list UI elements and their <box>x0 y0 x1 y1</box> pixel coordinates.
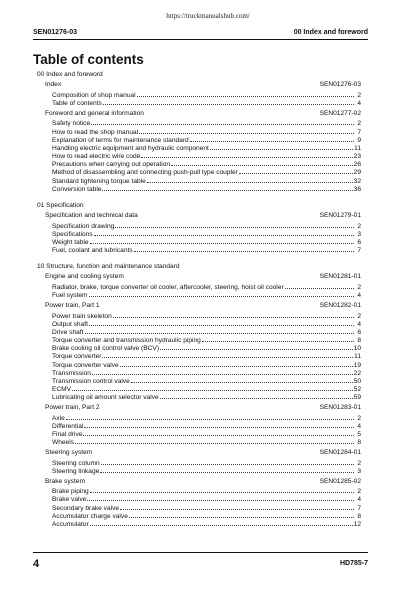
toc-section-code: SEN01283-01 <box>319 404 361 412</box>
footer-page-number: 4 <box>33 558 40 570</box>
toc-entry-name: Secondary brake valve <box>52 504 120 512</box>
toc-entry[interactable] <box>52 361 361 369</box>
toc-part <box>37 263 361 528</box>
dot-leader <box>85 328 354 334</box>
toc-section-heading[interactable] <box>37 212 361 221</box>
toc-entry[interactable] <box>52 283 361 291</box>
toc-entry-page: 2 <box>357 283 361 291</box>
toc-entry-page: 2 <box>357 222 361 230</box>
toc-entry-page: 36 <box>353 185 361 193</box>
dot-leader <box>160 393 353 399</box>
footer-model: HD785-7 <box>339 560 368 567</box>
dot-leader <box>137 91 354 97</box>
dot-leader <box>87 495 354 501</box>
toc-entry-page: 7 <box>357 128 361 136</box>
toc-item-list <box>37 414 361 447</box>
dot-leader <box>134 246 354 252</box>
toc-entry[interactable] <box>52 352 361 360</box>
toc-entry[interactable] <box>52 344 361 352</box>
toc-entry-name: Standard tightening torque table <box>52 177 146 185</box>
toc-entry-page: 4 <box>357 292 361 300</box>
toc-entry-name: Method of disassembling and connecting push-pull type coupler <box>52 169 238 177</box>
dot-leader <box>89 291 354 297</box>
toc-entry[interactable] <box>52 119 361 127</box>
table-of-contents <box>37 71 361 528</box>
dot-leader <box>92 369 353 375</box>
dot-leader <box>210 144 353 150</box>
toc-item-list <box>37 312 361 402</box>
dot-leader <box>91 119 354 125</box>
toc-part-title: 00 Index and foreword <box>37 71 103 78</box>
toc-entry-name: Power train skeleton <box>52 312 112 320</box>
toc-entry-page: 50 <box>353 378 361 385</box>
toc-entry[interactable] <box>52 238 361 246</box>
toc-entry-name: Brake cooling oil control valve (BCV) <box>52 345 160 353</box>
toc-entry-name: How to read the shop manual <box>52 128 139 136</box>
toc-entry-page: 8 <box>357 439 361 447</box>
toc-entry-page: 4 <box>357 422 361 430</box>
toc-entry-page: 6 <box>357 238 361 246</box>
toc-entry[interactable] <box>52 467 361 475</box>
toc-entry[interactable] <box>52 246 361 254</box>
toc-item-list <box>37 91 361 107</box>
toc-section-title: Power train, Part 2 <box>45 404 100 412</box>
toc-entry[interactable] <box>52 312 361 320</box>
toc-part-title: 10 Structure, function and maintenance standard <box>37 263 180 271</box>
toc-entry-page: 19 <box>353 361 361 369</box>
toc-entry-page: 22 <box>353 369 361 377</box>
toc-entry-name: Composition of shop manual <box>52 91 136 99</box>
toc-entry-page: 8 <box>357 512 361 520</box>
toc-entry-page: 4 <box>357 99 361 107</box>
toc-entry-page: 2 <box>357 459 361 467</box>
toc-entry-name: Torque converter <box>52 353 102 361</box>
toc-part <box>37 202 361 255</box>
toc-entry[interactable] <box>52 222 361 230</box>
toc-entry-name: Axle <box>52 414 65 422</box>
toc-entry-page: 2 <box>357 312 361 320</box>
dot-leader <box>90 487 354 493</box>
toc-entry-name: Specifications <box>52 230 93 238</box>
toc-item-list <box>37 487 361 528</box>
toc-entry-name: Steering column <box>52 459 100 467</box>
toc-part <box>37 71 361 193</box>
toc-section-code: SEN01277-02 <box>319 109 361 117</box>
dot-leader <box>285 283 354 289</box>
toc-entry-name: Fuel, coolant and lubricants <box>52 247 133 255</box>
toc-entry-name: Fuel system <box>52 292 88 300</box>
toc-entry-page: 2 <box>357 488 361 496</box>
toc-entry-name: Explanation of terms for maintenance standard <box>52 136 189 144</box>
toc-entry-name: Torque converter and transmission hydraulic piping <box>52 337 201 345</box>
toc-section <box>37 302 361 402</box>
toc-section-code: SEN01279-01 <box>319 212 361 220</box>
toc-section <box>37 81 361 107</box>
toc-entry-page: 3 <box>357 230 361 238</box>
dot-leader <box>113 312 354 318</box>
toc-entry-name: Output shaft <box>52 320 88 328</box>
dot-leader <box>102 352 353 358</box>
toc-entry[interactable] <box>52 320 361 328</box>
toc-section-title: Foreword and general information <box>45 109 144 117</box>
toc-entry[interactable] <box>52 230 361 238</box>
toc-section-title: Power train, Part 1 <box>45 301 100 309</box>
toc-section-title: Steering system <box>45 449 93 457</box>
toc-section-title: Specification and technical data <box>45 212 138 220</box>
toc-section <box>37 449 361 475</box>
dot-leader <box>89 320 354 326</box>
toc-item-list <box>37 222 361 255</box>
toc-entry-name: Radiator, brake, torque converter oil cooler, aftercooler, steering, hoist oil cooler <box>52 283 284 291</box>
dot-leader <box>84 422 354 428</box>
toc-entry-name: Steering linkage <box>52 467 100 475</box>
dot-leader <box>160 344 353 350</box>
dot-leader <box>115 222 354 228</box>
page-footer <box>33 558 368 572</box>
toc-entry[interactable] <box>52 177 361 185</box>
toc-entry-name: Accumulator <box>52 521 89 528</box>
toc-entry-name: Conversion table <box>52 185 102 193</box>
dot-leader <box>129 512 354 518</box>
toc-entry-page: 9 <box>357 136 361 144</box>
dot-leader <box>103 99 354 105</box>
toc-entry-page: 32 <box>353 177 361 185</box>
toc-entry[interactable] <box>52 168 361 176</box>
dot-leader <box>131 377 353 383</box>
dot-leader <box>102 185 352 191</box>
toc-section-code: SEN01276-03 <box>319 81 361 89</box>
toc-entry[interactable] <box>52 369 361 377</box>
toc-entry-page: 26 <box>353 161 361 169</box>
toc-entry[interactable] <box>52 495 361 503</box>
toc-section-title: Index <box>45 81 62 89</box>
toc-item-list <box>37 459 361 475</box>
toc-entry-page: 2 <box>357 414 361 422</box>
toc-entry[interactable] <box>52 459 361 467</box>
toc-entry[interactable] <box>52 385 361 393</box>
header-chapter: 00 Index and foreword <box>293 29 368 36</box>
toc-entry-page: 7 <box>357 504 361 512</box>
toc-entry-name: ECMV <box>52 386 72 394</box>
toc-section <box>37 212 361 254</box>
toc-entry-page: 7 <box>357 247 361 255</box>
toc-entry-name: Specification drawing <box>52 222 115 230</box>
toc-entry-name: Wheels <box>52 439 74 447</box>
source-url: https://truckmanualshub.com/ <box>166 12 250 20</box>
toc-entry-page: 11 <box>354 353 361 361</box>
toc-entry[interactable] <box>52 504 361 512</box>
toc-entry-name: Precautions when carrying out operation <box>52 161 171 169</box>
toc-entry-page: 4 <box>357 496 361 504</box>
toc-section <box>37 478 361 529</box>
toc-section-heading[interactable] <box>37 110 361 119</box>
toc-section-code: SEN01284-01 <box>319 449 361 457</box>
toc-entry[interactable] <box>52 328 361 336</box>
dot-leader <box>83 430 354 436</box>
toc-entry[interactable] <box>52 512 361 520</box>
dot-leader <box>141 152 352 158</box>
dot-leader <box>100 467 354 473</box>
toc-entry-name: Weight table <box>52 238 89 246</box>
toc-entry-name: Drive shaft <box>52 328 84 336</box>
toc-entry-page: 12 <box>353 521 361 528</box>
toc-entry[interactable] <box>52 430 361 438</box>
toc-entry-page: 23 <box>353 153 361 161</box>
toc-entry[interactable] <box>52 136 361 144</box>
dot-leader <box>75 438 354 444</box>
toc-entry-name: Table of contents <box>52 99 102 107</box>
dot-leader <box>147 177 353 183</box>
dot-leader <box>94 230 354 236</box>
toc-entry[interactable] <box>52 99 361 107</box>
toc-entry[interactable] <box>52 487 361 495</box>
toc-entry-page: 10 <box>353 345 361 353</box>
toc-entry-name: Brake piping <box>52 488 89 496</box>
toc-part-title: 01 Specification <box>37 201 84 209</box>
toc-entry-name: Torque converter valve <box>52 361 119 369</box>
toc-entry-name: Brake valve <box>52 496 87 504</box>
toc-section-heading[interactable] <box>37 273 361 282</box>
toc-section <box>37 404 361 446</box>
footer-rule <box>33 552 368 553</box>
toc-entry[interactable] <box>52 185 361 193</box>
dot-leader <box>171 160 353 166</box>
header-doc-code: SEN01276-03 <box>33 29 77 36</box>
toc-entry-name: Transmission <box>52 369 91 377</box>
toc-entry-page: 3 <box>357 467 361 475</box>
header-rule <box>33 39 368 40</box>
toc-section-title: Brake system <box>45 477 85 485</box>
toc-entry-name: Differential <box>52 422 84 430</box>
toc-section-code: SEN01281-01 <box>319 273 361 281</box>
toc-entry-page: 52 <box>353 386 361 394</box>
toc-entry-page: 2 <box>357 120 361 128</box>
toc-section-heading[interactable] <box>37 302 361 311</box>
toc-section-code: SEN01285-02 <box>319 477 361 485</box>
dot-leader <box>90 238 354 244</box>
toc-entry-page: 6 <box>357 328 361 336</box>
toc-entry-name: Lubricating oil amount selector valve <box>52 394 159 402</box>
toc-entry-page: 29 <box>353 169 361 177</box>
toc-entry-page: 59 <box>353 394 361 402</box>
toc-entry[interactable] <box>52 91 361 99</box>
dot-leader <box>202 336 354 342</box>
toc-entry-page: 11 <box>354 144 361 152</box>
toc-entry[interactable] <box>52 377 361 385</box>
toc-section-heading[interactable] <box>37 81 361 90</box>
toc-section-code: SEN01282-01 <box>319 301 361 309</box>
toc-entry-name: How to read electric wire code <box>52 153 141 161</box>
toc-entry-page: 5 <box>357 431 361 439</box>
toc-entry[interactable] <box>52 336 361 344</box>
dot-leader <box>139 128 354 134</box>
toc-section <box>37 273 361 299</box>
dot-leader <box>72 385 353 391</box>
toc-section-heading[interactable] <box>37 449 361 458</box>
toc-entry-page: 2 <box>357 91 361 99</box>
toc-section <box>37 110 361 193</box>
toc-entry[interactable] <box>52 438 361 446</box>
toc-entry[interactable] <box>52 152 361 160</box>
toc-entry-name: Final drive <box>52 431 83 439</box>
toc-item-list <box>37 119 361 193</box>
dot-leader <box>120 361 353 367</box>
dot-leader <box>120 504 354 510</box>
toc-section-heading[interactable] <box>37 404 361 413</box>
dot-leader <box>239 168 353 174</box>
toc-entry[interactable] <box>52 291 361 299</box>
dot-leader <box>190 136 354 142</box>
toc-entry-page: 8 <box>357 337 361 345</box>
toc-entry-name: Handling electric equipment and hydraulic component <box>52 144 209 152</box>
page-title: Table of contents <box>33 52 144 67</box>
dot-leader <box>101 459 354 465</box>
toc-entry-page: 4 <box>357 320 361 328</box>
dot-leader <box>66 414 354 420</box>
toc-entry-name: Transmission control valve <box>52 378 130 385</box>
dot-leader <box>90 520 353 526</box>
toc-entry-name: Accumulator charge valve <box>52 512 128 520</box>
toc-entry[interactable] <box>52 393 361 401</box>
toc-section-title: Engine and cooling system <box>45 273 124 281</box>
toc-entry[interactable] <box>52 520 361 528</box>
toc-entry[interactable] <box>52 128 361 136</box>
toc-section-heading[interactable] <box>37 478 361 487</box>
toc-entry[interactable] <box>52 422 361 430</box>
toc-entry[interactable] <box>52 144 361 152</box>
toc-item-list <box>37 283 361 299</box>
toc-entry-name: Safety notice <box>52 120 91 128</box>
toc-entry[interactable] <box>52 160 361 168</box>
toc-entry[interactable] <box>52 414 361 422</box>
